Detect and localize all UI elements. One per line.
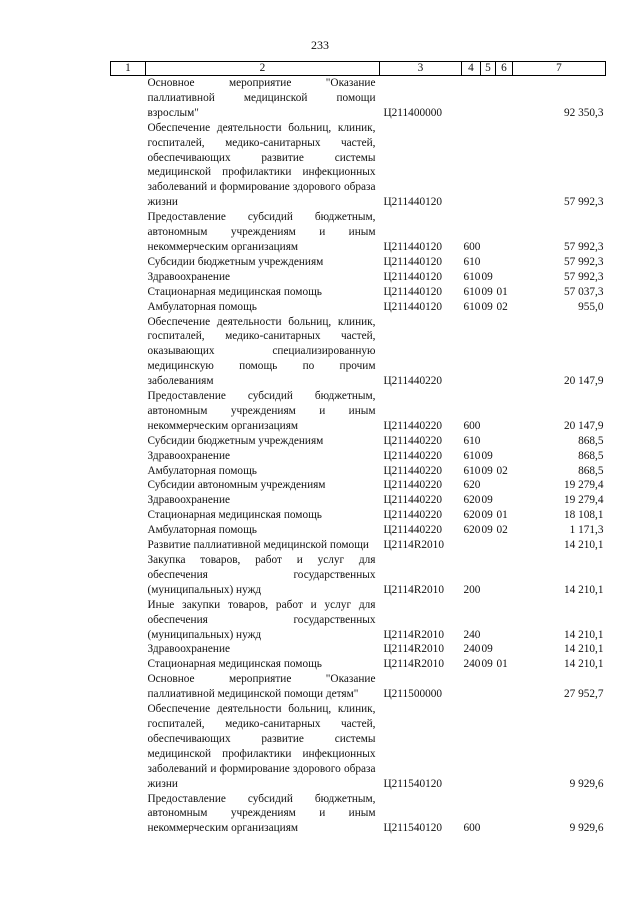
row-subsection: 02 [496,300,508,313]
table-row [111,508,606,523]
table-row [111,657,606,672]
row-subsection [496,315,513,390]
row-expense-type: 240 [463,658,481,671]
row-subsection: 01 [496,658,508,671]
row-subsection: 02 [496,524,508,537]
table-row [111,121,606,210]
row-section [481,315,496,390]
row-spacer [111,255,146,270]
table-row [111,792,606,837]
row-expense-type [462,315,481,390]
row-spacer [111,493,146,508]
row-target-code: Ц211440220 [383,434,443,447]
table-row [111,702,606,791]
row-amount: 19 279,4 [563,494,604,507]
row-expense-type [462,702,481,791]
row-name: Развитие паллиативной медицинской помощи [147,539,369,552]
table-row [111,270,606,285]
row-target-code: Ц211440220 [383,375,443,388]
row-amount: 868,5 [578,434,604,447]
row-name: Предоставление субсидий бюджетным, автономным учреждениям и иным некоммерческим организациям [147,211,376,253]
row-spacer [111,270,146,285]
row-subsection [496,270,513,285]
row-target-code: Ц211440120 [383,270,443,283]
row-name: Амбулаторная помощь [147,300,257,313]
row-name: Здравоохранение [147,449,231,462]
row-section: 09 [481,464,493,477]
row-spacer [111,315,146,390]
row-spacer [111,389,146,434]
row-expense-type [462,76,481,121]
row-subsection [496,210,513,255]
table-row [111,76,606,121]
row-spacer [111,121,146,210]
row-target-code: Ц211440220 [383,524,443,537]
row-section [481,478,496,493]
row-subsection [496,493,513,508]
row-amount: 20 147,9 [563,419,604,432]
row-expense-type: 610 [463,300,481,313]
row-amount: 57 037,3 [563,285,604,298]
row-name: Предоставление субсидий бюджетным, автономным учреждениям и иным некоммерческим организациям [147,390,376,432]
row-target-code: Ц211440220 [383,464,443,477]
row-name: Предоставление субсидий бюджетным, автономным учреждениям и иным некоммерческим организациям [147,792,376,835]
row-amount: 27 952,7 [563,688,604,701]
row-target-code: Ц211540120 [383,777,443,790]
row-spacer [111,792,146,837]
row-subsection: 01 [496,285,508,298]
row-subsection [496,792,513,837]
row-subsection [496,672,513,702]
row-amount: 955,0 [578,300,604,313]
header-row [111,62,606,76]
header-col-7: 7 [513,62,606,76]
row-spacer [111,523,146,538]
row-name: Закупка товаров, работ и услуг для обеспечения государственных (муниципальных) нужд [147,554,376,596]
row-amount: 57 992,3 [563,270,604,283]
row-section [481,76,496,121]
row-expense-type: 620 [463,524,481,537]
row-target-code: Ц211440120 [383,300,443,313]
row-section [481,210,496,255]
row-name: Субсидии бюджетным учреждениям [147,255,324,268]
row-subsection [496,478,513,493]
row-amount: 19 279,4 [563,479,604,492]
table-row [111,493,606,508]
row-spacer [111,449,146,464]
row-amount: 868,5 [578,464,604,477]
row-amount: 92 350,3 [563,106,604,119]
table-row [111,255,606,270]
row-expense-type: 620 [463,494,481,507]
row-name: Здравоохранение [147,643,231,656]
row-spacer [111,702,146,791]
row-amount: 9 929,6 [569,822,604,835]
row-name: Субсидии автономным учреждениям [147,479,326,492]
row-expense-type: 200 [463,583,481,596]
row-target-code: Ц211440120 [383,255,443,268]
table-row [111,315,606,390]
row-subsection [496,449,513,464]
row-amount: 57 992,3 [563,240,604,253]
row-name: Субсидии бюджетным учреждениям [147,434,324,447]
row-target-code: Ц211440220 [383,479,443,492]
row-amount: 868,5 [578,449,604,462]
row-expense-type [462,538,481,553]
row-spacer [111,642,146,657]
row-section [481,702,496,791]
row-subsection [496,76,513,121]
table-row [111,449,606,464]
row-amount: 14 210,1 [563,628,604,641]
row-subsection [496,553,513,598]
row-section [481,598,496,643]
row-expense-type [462,121,481,210]
row-spacer [111,300,146,315]
row-expense-type: 600 [463,419,481,432]
row-target-code: Ц2114R2010 [383,658,444,671]
table-row [111,300,606,315]
table-row [111,553,606,598]
header-col-4: 4 [462,62,481,76]
header-col-1: 1 [111,62,146,76]
row-target-code: Ц211440220 [383,509,443,522]
table-row [111,538,606,553]
row-name: Здравоохранение [147,494,231,507]
budget-table [110,61,606,836]
row-name: Стационарная медицинская помощь [147,658,322,671]
row-target-code: Ц211500000 [383,688,443,701]
row-expense-type: 240 [463,643,481,656]
row-subsection: 02 [496,464,508,477]
row-target-code: Ц211440220 [383,449,443,462]
row-section [481,672,496,702]
row-target-code: Ц211440120 [383,196,443,209]
row-name: Обеспечение деятельности больниц, клиник, госпиталей, медико-санитарных частей, обеспечивающих развитие системы медицинской профилактики инфекционных заболеваний и формирование здорового образа жизни [147,121,376,209]
row-section [481,553,496,598]
row-name: Иные закупки товаров, работ и услуг для обеспечения государственных (муниципальных) нужд [147,598,376,641]
row-spacer [111,285,146,300]
header-col-5: 5 [481,62,496,76]
table-body [111,76,606,837]
row-section [481,538,496,553]
row-spacer [111,553,146,598]
row-section: 09 [481,494,493,507]
table-row [111,285,606,300]
row-section: 09 [481,643,493,656]
row-subsection [496,389,513,434]
row-subsection [496,642,513,657]
row-expense-type: 610 [463,464,481,477]
header-col-2: 2 [146,62,380,76]
row-spacer [111,508,146,523]
row-section [481,389,496,434]
row-section: 09 [481,300,493,313]
row-subsection [496,255,513,270]
table-row [111,672,606,702]
row-expense-type: 610 [463,434,481,447]
row-expense-type: 620 [463,479,481,492]
row-spacer [111,598,146,643]
table-row [111,210,606,255]
table-row [111,523,606,538]
table-row [111,598,606,643]
header-col-6: 6 [496,62,513,76]
row-section: 09 [481,449,493,462]
row-expense-type: 620 [463,509,481,522]
row-subsection [496,121,513,210]
row-section: 09 [481,509,493,522]
row-name: Амбулаторная помощь [147,524,257,537]
row-section: 09 [481,658,493,671]
row-spacer [111,464,146,479]
row-amount: 14 210,1 [563,658,604,671]
row-target-code: Ц211440120 [383,285,443,298]
table-row [111,642,606,657]
row-section [481,121,496,210]
table-row [111,464,606,479]
row-name: Основное мероприятие "Оказание паллиативной медицинской помощи детям" [147,673,376,701]
row-section: 09 [481,285,493,298]
page-number: 233 [311,38,329,52]
row-expense-type [462,672,481,702]
row-name: Амбулаторная помощь [147,464,257,477]
row-subsection [496,598,513,643]
row-expense-type: 610 [463,449,481,462]
row-target-code: Ц2114R2010 [383,539,444,552]
row-spacer [111,434,146,449]
row-name: Обеспечение деятельности больниц, клиник, госпиталей, медико-санитарных частей, обеспечивающих развитие системы медицинской профилактики инфекционных заболеваний и формирование здорового образа жизни [147,703,376,790]
row-spacer [111,538,146,553]
row-expense-type: 240 [463,628,481,641]
row-target-code: Ц211400000 [383,106,443,119]
row-name: Стационарная медицинская помощь [147,285,322,298]
row-section: 09 [481,270,493,283]
row-spacer [111,210,146,255]
row-subsection [496,434,513,449]
row-expense-type: 600 [463,822,481,835]
row-amount: 57 992,3 [563,255,604,268]
table-row [111,478,606,493]
row-name: Основное мероприятие "Оказание паллиативной медицинской помощи взрослым" [147,77,376,119]
row-target-code: Ц211440120 [383,240,443,253]
row-expense-type: 610 [463,255,481,268]
row-name: Обеспечение деятельности больниц, клиник, госпиталей, медико-санитарных частей, оказывающих специализированную медицинскую помощь по прочим заболеваниям [147,315,376,388]
row-expense-type: 610 [463,285,481,298]
row-amount: 18 108,1 [563,509,604,522]
row-target-code: Ц211540120 [383,822,443,835]
row-section: 09 [481,524,493,537]
row-target-code: Ц2114R2010 [383,643,444,656]
row-name: Стационарная медицинская помощь [147,509,322,522]
row-subsection [496,702,513,791]
row-amount: 14 210,1 [563,583,604,596]
row-section [481,255,496,270]
row-spacer [111,76,146,121]
row-spacer [111,657,146,672]
row-target-code: Ц211440220 [383,419,443,432]
row-target-code: Ц211440220 [383,494,443,507]
table-row [111,389,606,434]
row-amount: 14 210,1 [563,539,604,552]
row-name: Здравоохранение [147,270,231,283]
row-subsection: 01 [496,509,508,522]
row-amount: 20 147,9 [563,375,604,388]
row-amount: 57 992,3 [563,196,604,209]
row-target-code: Ц2114R2010 [383,583,444,596]
row-section [481,792,496,837]
row-amount: 9 929,6 [569,777,604,790]
header-col-3: 3 [380,62,462,76]
table-row [111,434,606,449]
row-target-code: Ц2114R2010 [383,628,444,641]
row-amount: 14 210,1 [563,643,604,656]
row-expense-type: 600 [463,240,481,253]
row-subsection [496,538,513,553]
row-expense-type: 610 [463,270,481,283]
row-spacer [111,672,146,702]
row-spacer [111,478,146,493]
row-amount: 1 171,3 [569,524,604,537]
row-section [481,434,496,449]
